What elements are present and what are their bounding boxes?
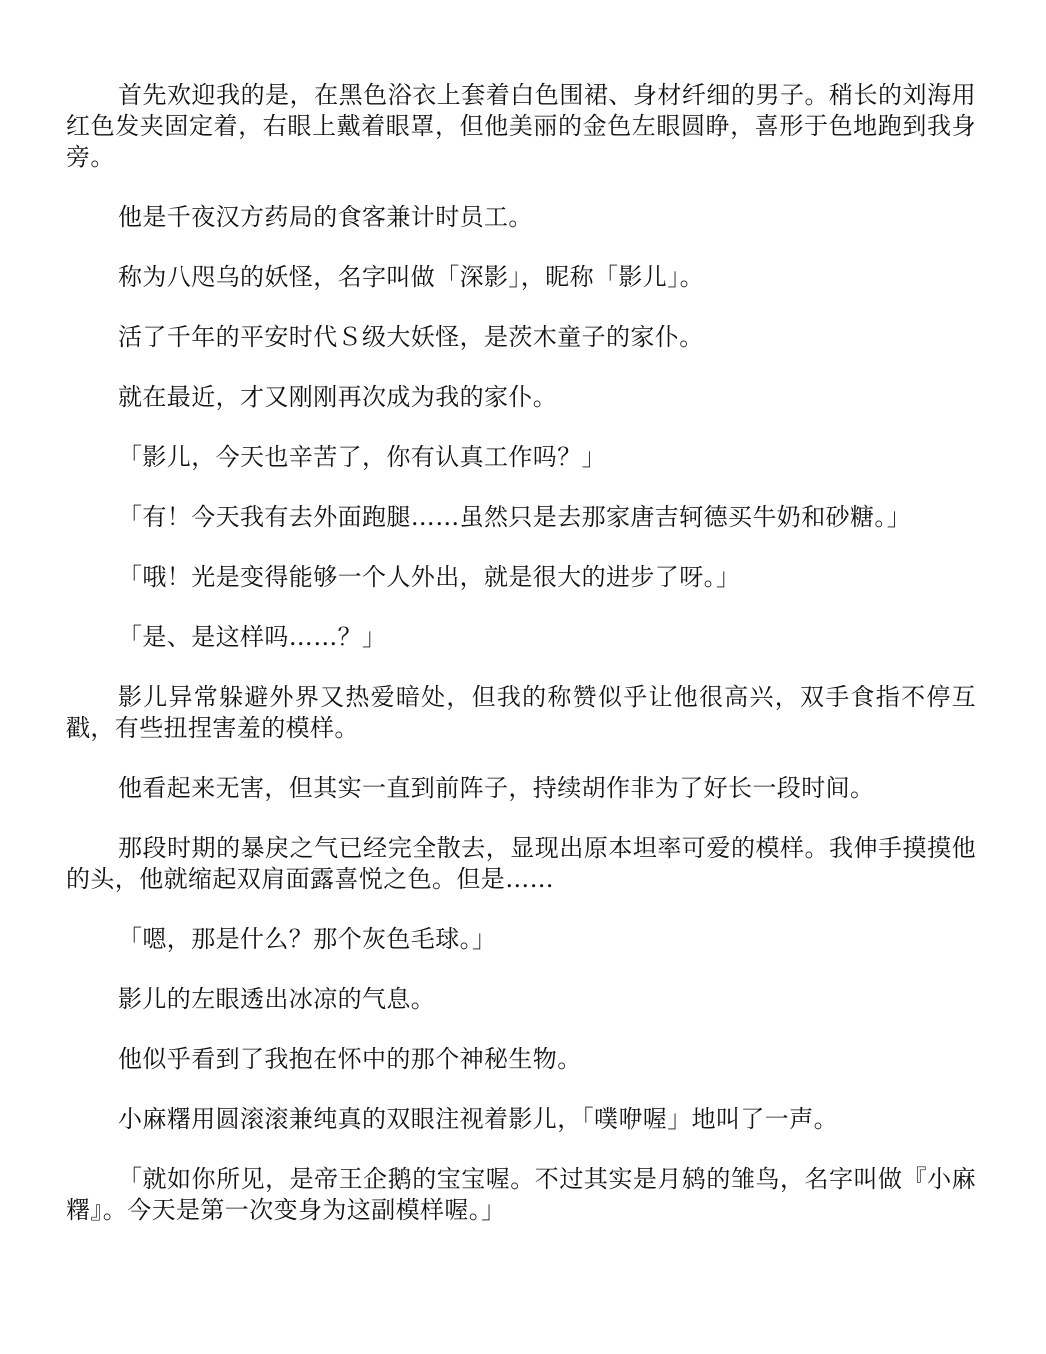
paragraph-9: 「是、是这样吗……？」 (118, 623, 387, 651)
paragraph-15: 他似乎看到了我抱在怀中的那个神秘生物。 (118, 1045, 582, 1073)
paragraph-8: 「哦！光是变得能够一个人外出，就是很大的进步了呀。」 (118, 563, 741, 591)
paragraph-6: 「影儿，今天也辛苦了，你有认真工作吗？」 (118, 443, 606, 471)
paragraph-3: 称为八咫乌的妖怪，名字叫做「深影」，昵称「影儿」。 (118, 263, 704, 291)
paragraph-17: 「就如你所见，是帝王企鹅的宝宝喔。不过其实是月鸫的雏鸟，名字叫做『小麻糬』。今天是第一次变身为这副模样喔。」 (66, 1165, 976, 1224)
paragraph-7: 「有！今天我有去外面跑腿……虽然只是去那家唐吉轲德买牛奶和砂糖。」 (118, 503, 912, 531)
paragraph-11: 他看起来无害，但其实一直到前阵子，持续胡作非为了好长一段时间。 (118, 774, 875, 802)
paragraph-5: 就在最近，才又刚刚再次成为我的家仆。 (118, 383, 558, 411)
paragraph-10: 影儿异常躲避外界又热爱暗处，但我的称赞似乎让他很高兴，双手食指不停互戳，有些扭捏害羞的模样。 (66, 683, 976, 742)
paragraph-13: 「嗯，那是什么？那个灰色毛球。」 (118, 925, 497, 953)
paragraph-16: 小麻糬用圆滚滚兼纯真的双眼注视着影儿，「噗咿喔」地叫了一声。 (118, 1105, 838, 1133)
paragraph-2: 他是千夜汉方药局的食客兼计时员工。 (118, 203, 533, 231)
paragraph-1: 首先欢迎我的是，在黑色浴衣上套着白色围裙、身材纤细的男子。稍长的刘海用红色发夹固定着，右眼上戴着眼罩，但他美丽的金色左眼圆睁，喜形于色地跑到我身旁。 (66, 81, 976, 171)
paragraph-12: 那段时期的暴戾之气已经完全散去，显现出原本坦率可爱的模样。我伸手摸摸他的头，他就缩起双肩面露喜悦之色。但是…… (66, 834, 976, 893)
paragraph-4: 活了千年的平安时代Ｓ级大妖怪，是茨木童子的家仆。 (118, 323, 704, 351)
paragraph-14: 影儿的左眼透出冰凉的气息。 (118, 985, 436, 1013)
document-body (66, 80, 976, 1226)
